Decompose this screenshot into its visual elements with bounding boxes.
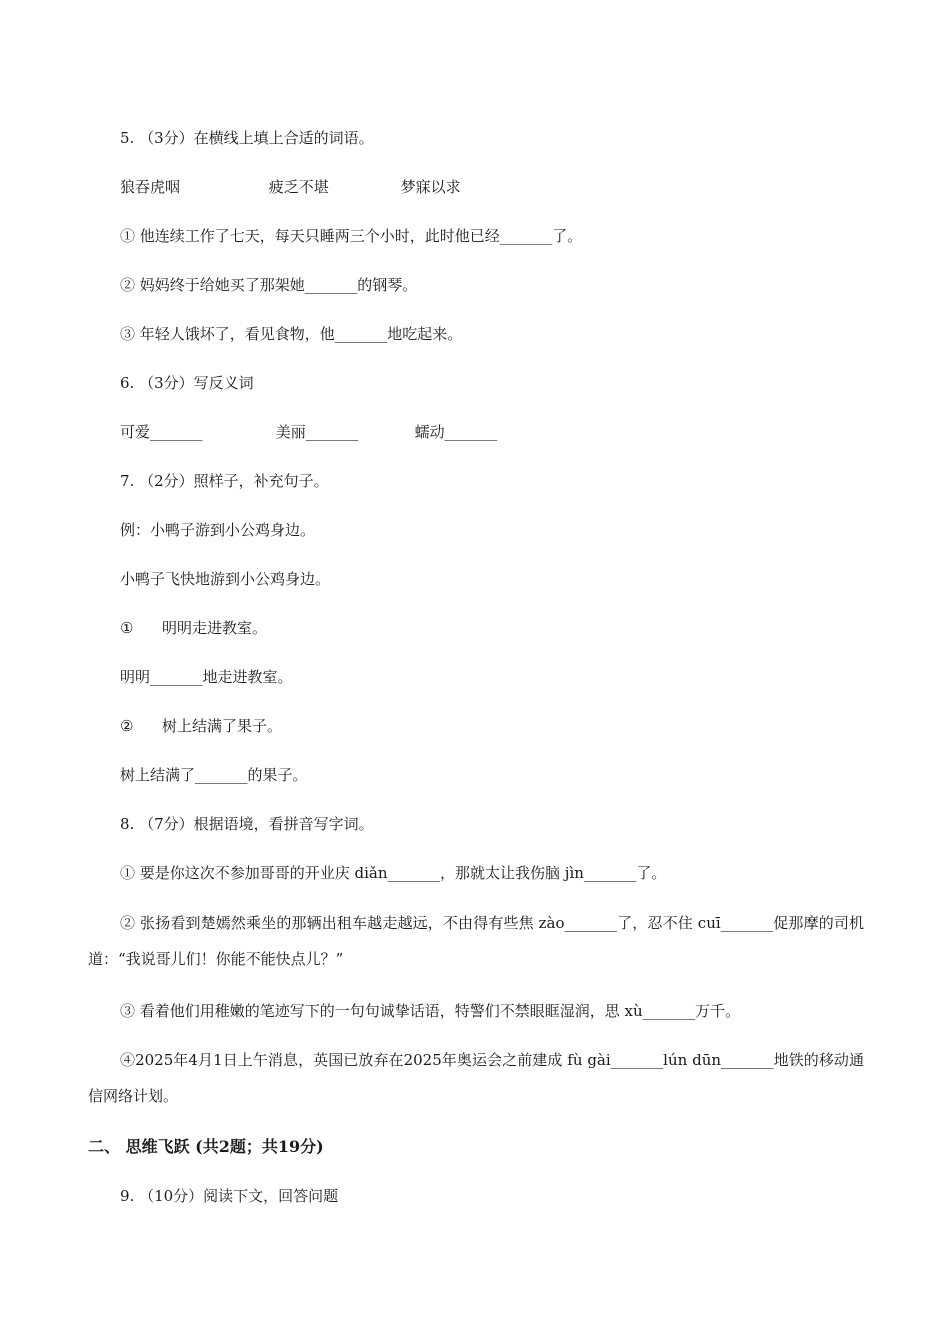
- question-5-sentence-3: ③ 年轻人饿坏了，看见食物，他_______地吃起来。: [120, 325, 463, 343]
- question-5-title: 5. （3分）在横线上填上合适的词语。: [120, 129, 374, 147]
- word-bank-item: 狼吞虎咽: [120, 178, 181, 196]
- question-9-title: 9. （10分）阅读下文，回答问题: [120, 1187, 339, 1205]
- question-8-paragraph-4: ④2025年4月1日上午消息，英国已放弃在2025年奥运会之前建成 fù gài_______lún dūn_______地铁的移动通信网络计划。: [88, 1051, 864, 1105]
- question-7-item-2: [120, 716, 282, 736]
- item-sentence: 明明走进教室。: [162, 619, 268, 637]
- item-sentence: 树上结满了果子。: [162, 717, 283, 735]
- question-8-title: 8. （7分）根据语境，看拼音写字词。: [120, 815, 374, 833]
- question-5-sentence-2: ② 妈妈终于给她买了那架她_______的钢琴。: [120, 276, 418, 294]
- question-7-item-1: [120, 618, 267, 638]
- item-marker: ①: [120, 619, 134, 637]
- word-bank-item: 疲乏不堪: [268, 178, 329, 196]
- question-6-title: 6. （3分）写反义词: [120, 374, 254, 392]
- section-2-heading: 二、 思维飞跃 (共2题；共19分): [88, 1137, 324, 1156]
- question-7-item-1-fill: 明明_______地走进教室。: [120, 668, 293, 686]
- question-7-title: 7. （2分）照样子，补充句子。: [120, 472, 329, 490]
- question-8-paragraph-3: ③ 看着他们用稚嫩的笔迹写下的一句句诚挚话语，特警们不禁眼眶湿润，思 xù_______万千。: [120, 1002, 741, 1020]
- antonym-item: 蠕动_______: [414, 423, 498, 441]
- antonym-item: 可爱_______: [120, 423, 203, 441]
- question-7-example: 例：小鸭子游到小公鸡身边。: [120, 521, 316, 539]
- question-7-item-2-fill: 树上结满了_______的果子。: [120, 766, 308, 784]
- question-8-paragraph-2: ② 张扬看到楚嫣然乘坐的那辆出租车越走越远，不由得有些焦 zào_______了，忍不住 cuī_______促那摩的司机道：“我说哥儿们！你能不能快点儿？”: [88, 914, 864, 968]
- question-6-items: [120, 422, 497, 442]
- question-8-paragraph-1: ① 要是你这次不参加哥哥的开业庆 diǎn_______，那就太让我伤脑 jìn_______了。: [120, 864, 667, 882]
- word-bank-item: 梦寐以求: [400, 178, 461, 196]
- question-5-sentence-1: ① 他连续工作了七天，每天只睡两三个小时，此时他已经_______了。: [120, 227, 583, 245]
- antonym-item: 美丽_______: [275, 423, 359, 441]
- item-marker: ②: [120, 717, 134, 735]
- question-5-word-bank: [120, 177, 461, 197]
- question-7-example-answer: 小鸭子飞快地游到小公鸡身边。: [120, 570, 331, 588]
